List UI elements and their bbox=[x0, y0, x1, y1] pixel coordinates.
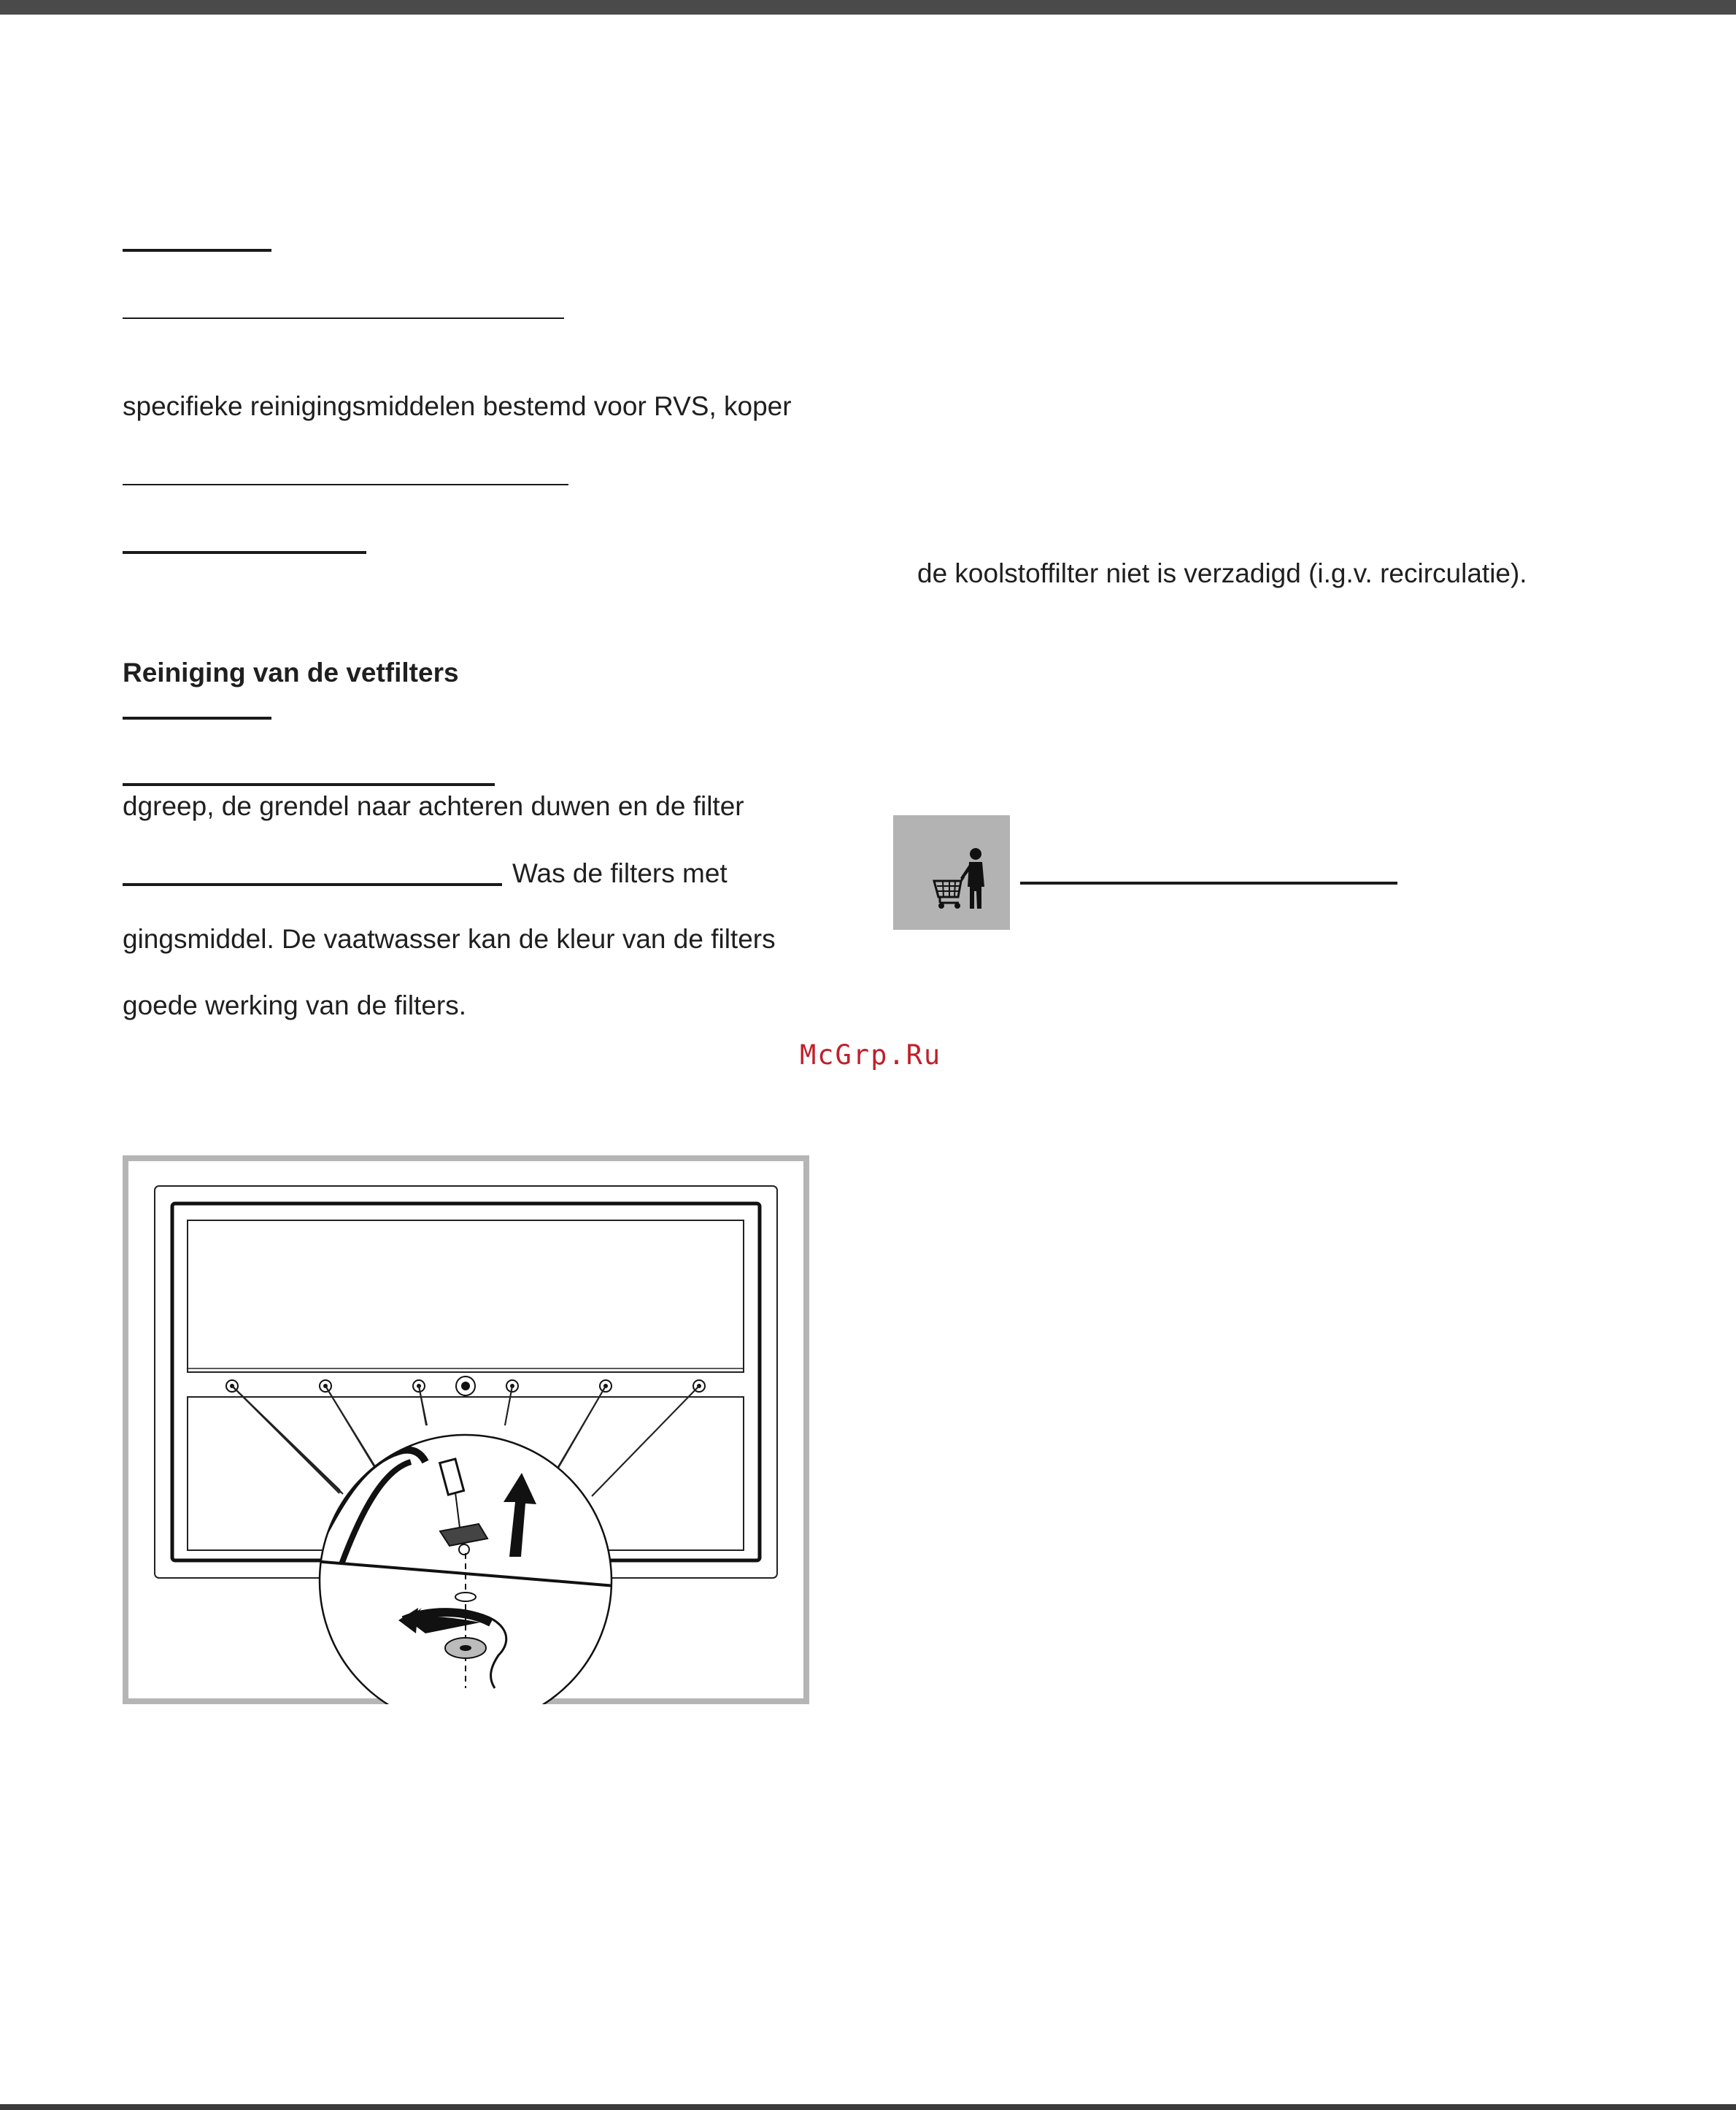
blank-rule bbox=[123, 551, 366, 554]
section-heading: Reiniging van de vetfilters bbox=[123, 658, 459, 688]
blank-rule bbox=[123, 249, 271, 252]
shopping-cart-person-icon bbox=[893, 815, 1010, 930]
blank-rule bbox=[1020, 882, 1397, 885]
grease-filter-removal-diagram bbox=[123, 1155, 809, 1704]
text-line-was-filters: Was de filters met bbox=[512, 858, 728, 888]
text-line-werking: goede werking van de filters. bbox=[123, 990, 466, 1020]
text-line-handgreep: dgreep, de grendel naar achteren duwen en de filter bbox=[123, 791, 744, 821]
blank-rule bbox=[123, 484, 568, 485]
blank-rule bbox=[123, 317, 564, 319]
blank-rule bbox=[123, 883, 502, 886]
watermark: McGrp.Ru bbox=[800, 1039, 942, 1071]
bottom-line bbox=[0, 2104, 1736, 2110]
text-line-rvs: specifieke reinigingsmiddelen bestemd voor RVS, koper bbox=[123, 391, 792, 421]
text-line-reinigingsmiddel: gingsmiddel. De vaatwasser kan de kleur van de filters bbox=[123, 924, 776, 954]
text-line-koolstoffilter: de koolstoffilter niet is verzadigd (i.g.v. recirculatie). bbox=[917, 558, 1527, 588]
blank-rule bbox=[123, 717, 271, 720]
blank-rule bbox=[123, 783, 495, 786]
top-bar bbox=[0, 0, 1736, 15]
